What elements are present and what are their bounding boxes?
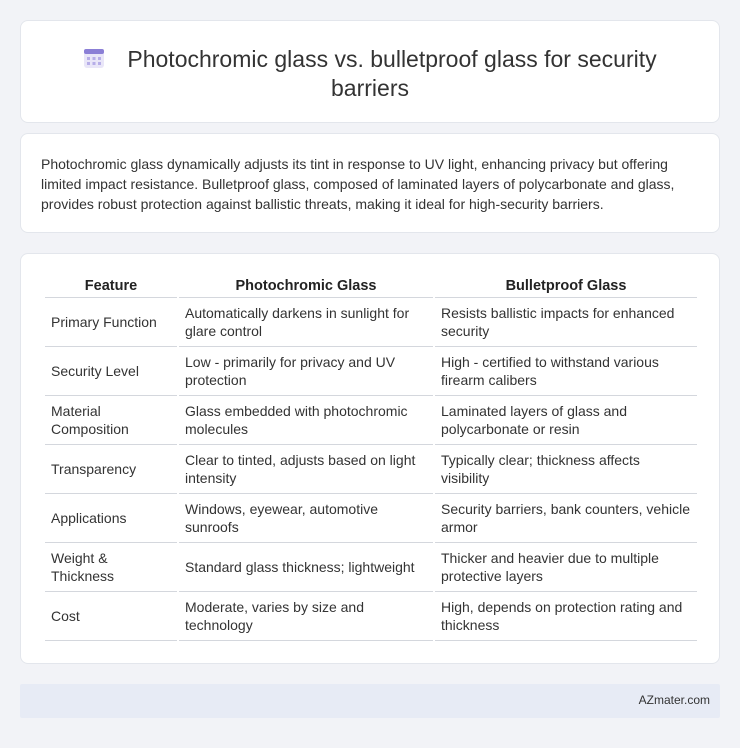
feature-cell: Security Level bbox=[45, 347, 177, 396]
bulletproof-cell: High - certified to withstand various firearm calibers bbox=[435, 347, 697, 396]
photochromic-cell: Clear to tinted, adjusts based on light intensity bbox=[179, 445, 433, 494]
photochromic-cell: Glass embedded with photochromic molecules bbox=[179, 396, 433, 445]
page-title bbox=[61, 45, 679, 103]
feature-cell: Transparency bbox=[45, 445, 177, 494]
bulletproof-cell: Typically clear; thickness affects visibility bbox=[435, 445, 697, 494]
title-card bbox=[20, 20, 720, 123]
photochromic-cell: Moderate, varies by size and technology bbox=[179, 592, 433, 641]
feature-cell: Applications bbox=[45, 494, 177, 543]
photochromic-cell: Standard glass thickness; lightweight bbox=[179, 543, 433, 592]
feature-cell: Weight & Thickness bbox=[45, 543, 177, 592]
header-bulletproof: Bulletproof Glass bbox=[435, 276, 697, 298]
feature-cell: Material Composition bbox=[45, 396, 177, 445]
table-row bbox=[45, 347, 697, 396]
summary-card bbox=[20, 133, 720, 233]
table-row bbox=[45, 592, 697, 641]
calendar-icon bbox=[83, 47, 105, 69]
table-row bbox=[45, 543, 697, 592]
footer-brand: AZmater.com bbox=[638, 693, 710, 707]
header-feature: Feature bbox=[45, 276, 177, 298]
table-row bbox=[45, 298, 697, 347]
photochromic-cell: Automatically darkens in sunlight for glare control bbox=[179, 298, 433, 347]
comparison-card bbox=[20, 253, 720, 664]
table-row bbox=[45, 396, 697, 445]
table-row bbox=[45, 445, 697, 494]
summary-text: Photochromic glass dynamically adjusts its tint in response to UV light, enhancing privacy but offering limited impact resistance. Bulletproof glass, composed of laminated layers of polycarbonate and glass, provides robust protection against ballistic threats, making it ideal for high-security barriers. bbox=[41, 156, 675, 212]
feature-cell: Cost bbox=[45, 592, 177, 641]
page-title-text: Photochromic glass vs. bulletproof glass for security barriers bbox=[127, 46, 657, 101]
feature-cell: Primary Function bbox=[45, 298, 177, 347]
footer bbox=[20, 684, 720, 718]
bulletproof-cell: Laminated layers of glass and polycarbonate or resin bbox=[435, 396, 697, 445]
bulletproof-cell: Security barriers, bank counters, vehicle armor bbox=[435, 494, 697, 543]
bulletproof-cell: High, depends on protection rating and thickness bbox=[435, 592, 697, 641]
table-row bbox=[45, 494, 697, 543]
table-header-row bbox=[45, 276, 697, 298]
bulletproof-cell: Thicker and heavier due to multiple protective layers bbox=[435, 543, 697, 592]
photochromic-cell: Windows, eyewear, automotive sunroofs bbox=[179, 494, 433, 543]
header-photochromic: Photochromic Glass bbox=[179, 276, 433, 298]
bulletproof-cell: Resists ballistic impacts for enhanced security bbox=[435, 298, 697, 347]
photochromic-cell: Low - primarily for privacy and UV protection bbox=[179, 347, 433, 396]
comparison-table bbox=[43, 276, 699, 641]
